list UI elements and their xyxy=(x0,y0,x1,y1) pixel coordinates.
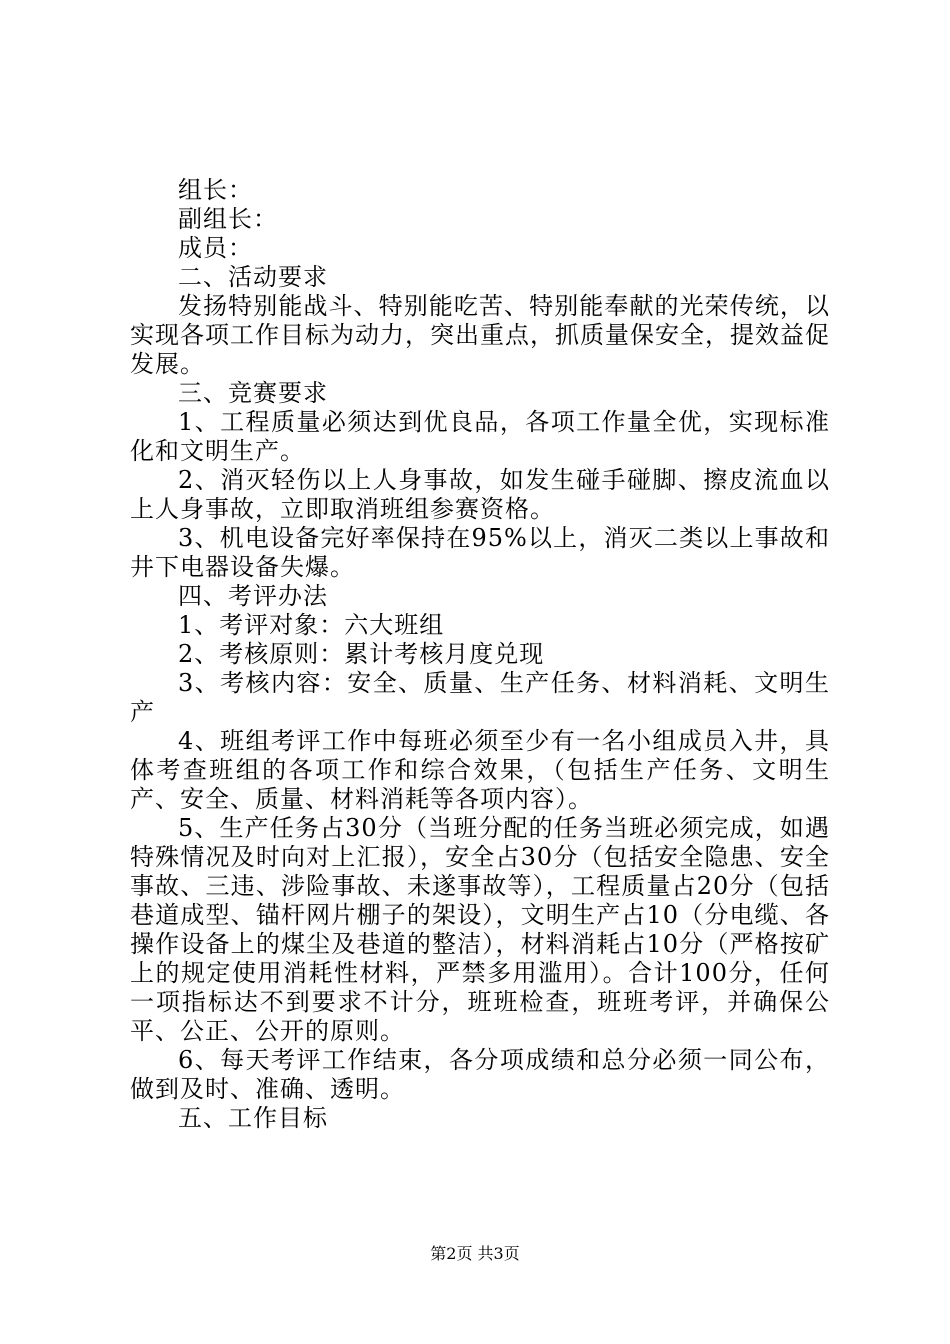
competition-requirement-2: 2、消灭轻伤以上人身事故，如发生碰手碰脚、擦皮流血以上人身事故，立即取消班组参赛资格。 xyxy=(130,466,830,523)
competition-requirement-3: 3、机电设备完好率保持在95%以上，消灭二类以上事故和井下电器设备失爆。 xyxy=(130,524,830,581)
members-line: 成员： xyxy=(178,234,253,262)
section-heading-activity-requirements: 二、活动要求 xyxy=(178,263,328,291)
section-heading-competition-requirements: 三、竞赛要求 xyxy=(178,379,328,407)
page-footer: 第2页 共3页 xyxy=(430,1244,520,1263)
document-body xyxy=(130,176,830,1133)
evaluation-item-4: 4、班组考评工作中每班必须至少有一名小组成员入井，具体考查班组的各项工作和综合效果，（包括生产任务、文明生产、安全、质量、材料消耗等各项内容）。 xyxy=(130,727,830,813)
deputy-leader-line: 副组长： xyxy=(178,205,278,233)
evaluation-item-6: 6、每天考评工作结束，各分项成绩和总分必须一同公布，做到及时、准确、透明。 xyxy=(130,1046,830,1103)
section-heading-evaluation-method: 四、考评办法 xyxy=(178,582,328,610)
competition-requirement-1: 1、工程质量必须达到优良品，各项工作量全优，实现标准化和文明生产。 xyxy=(130,408,830,465)
section-heading-work-goals: 五、工作目标 xyxy=(178,1104,328,1132)
evaluation-item-1: 1、考评对象：六大班组 xyxy=(178,611,445,639)
evaluation-item-5: 5、生产任务占30分（当班分配的任务当班必须完成，如遇特殊情况及时向对上汇报），安全占30分（包括安全隐患、安全事故、三违、涉险事故、未遂事故等），工程质量占20分（包括巷道成型、锚杆网片棚子的架设），文明生产占10（分电缆、各操作设备上的煤尘及巷道的整洁），材料消耗占10分（严格按矿上的规定使用消耗性材料，严禁多用滥用）。合计100分，任何一项指标达不到要求不计分，班班检查，班班考评，并确保公平、公正、公开的原则。 xyxy=(130,814,830,1045)
evaluation-item-2: 2、考核原则：累计考核月度兑现 xyxy=(178,640,545,668)
evaluation-item-3: 3、考核内容：安全、质量、生产任务、材料消耗、文明生产 xyxy=(130,669,830,726)
activity-requirements-paragraph: 发扬特别能战斗、特别能吃苦、特别能奉献的光荣传统，以实现各项工作目标为动力，突出重点，抓质量保安全，提效益促发展。 xyxy=(130,292,830,378)
leader-line: 组长： xyxy=(178,176,253,204)
